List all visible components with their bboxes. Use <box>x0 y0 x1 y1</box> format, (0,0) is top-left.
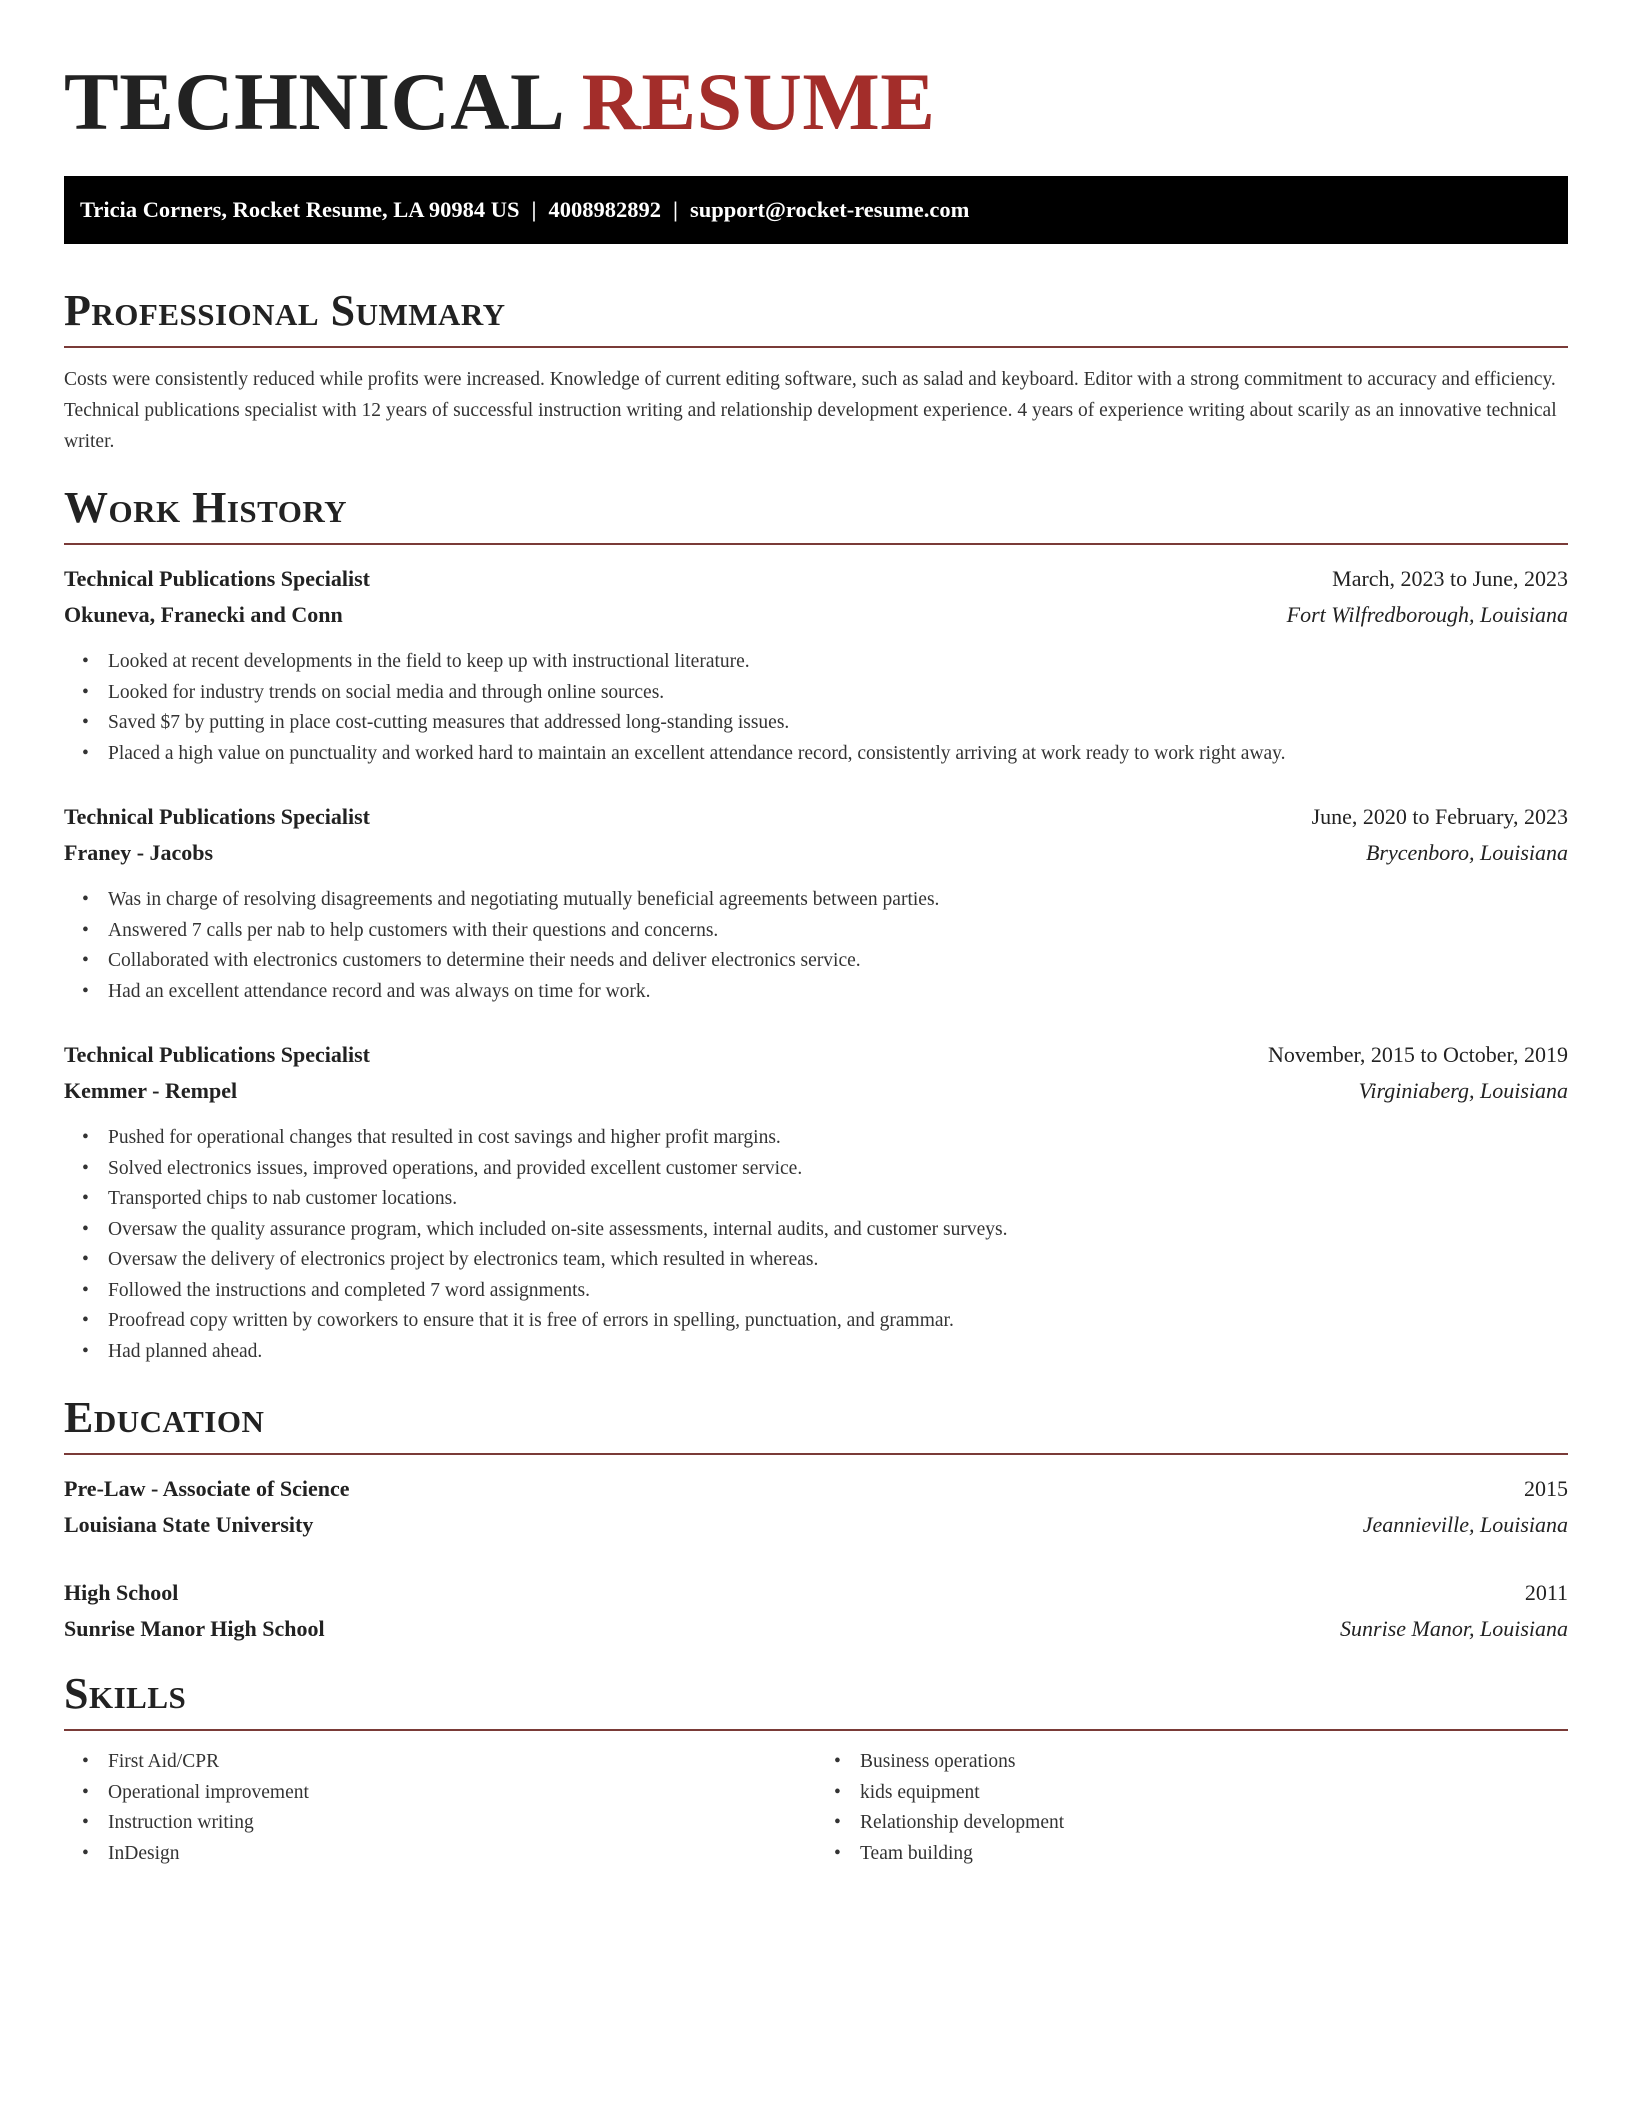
education-school-row <box>64 1611 1568 1647</box>
education-year: 2015 <box>1524 1476 1568 1501</box>
skill-item: • Instruction writing <box>108 1808 816 1839</box>
contact-separator: | <box>531 197 537 222</box>
job-bullet: • Had planned ahead. <box>108 1337 1568 1368</box>
job-bullet: • Looked at recent developments in the field to keep up with instructional literature. <box>108 647 1568 678</box>
job-bullet: • Collaborated with electronics customers to determine their needs and deliver electronics service. <box>108 946 1568 977</box>
education-entry <box>64 1471 1568 1543</box>
job-bullet: • Saved $7 by putting in place cost-cutting measures that addressed long-standing issues. <box>108 708 1568 739</box>
education-degree: Pre-Law - Associate of Science <box>64 1476 350 1501</box>
job-bullet-list <box>64 647 1568 769</box>
job-dates: March, 2023 to June, 2023 <box>1332 566 1568 591</box>
education-entry <box>64 1575 1568 1647</box>
title-accent-word: RESUME <box>581 56 936 147</box>
education-degree-row <box>64 1575 1568 1611</box>
contact-address: Tricia Corners, Rocket Resume, LA 90984 US <box>80 197 520 222</box>
job-bullet: • Pushed for operational changes that resulted in cost savings and higher profit margins. <box>108 1123 1568 1154</box>
job-company-row <box>64 597 1568 633</box>
job-title-row <box>64 561 1568 597</box>
job-title: Technical Publications Specialist <box>64 804 371 829</box>
contact-email: support@rocket-resume.com <box>689 197 970 222</box>
job-entry <box>64 1037 1568 1367</box>
education-heading: Education <box>64 1393 1568 1455</box>
job-bullet: • Solved electronics issues, improved operations, and provided excellent customer service. <box>108 1154 1568 1185</box>
contact-separator: | <box>673 197 678 222</box>
job-company: Kemmer - Rempel <box>64 1078 238 1103</box>
job-bullet: • Followed the instructions and completed 7 word assignments. <box>108 1276 1568 1307</box>
summary-heading: Professional Summary <box>64 286 1568 348</box>
skill-item: • kids equipment <box>860 1778 1568 1809</box>
job-location: Virginiaberg, Louisiana <box>1358 1078 1568 1103</box>
job-bullet: • Oversaw the delivery of electronics project by electronics team, which resulted in whereas. <box>108 1245 1568 1276</box>
education-degree-row <box>64 1471 1568 1507</box>
job-bullet-list <box>64 1123 1568 1367</box>
job-dates: November, 2015 to October, 2019 <box>1267 1042 1568 1067</box>
job-title: Technical Publications Specialist <box>64 566 371 591</box>
job-company-row <box>64 835 1568 871</box>
job-title-row <box>64 1037 1568 1073</box>
job-bullet: • Was in charge of resolving disagreements and negotiating mutually beneficial agreements between parties. <box>108 885 1568 916</box>
skill-item: • Operational improvement <box>108 1778 816 1809</box>
job-company-row <box>64 1073 1568 1109</box>
job-company: Okuneva, Franecki and Conn <box>64 602 343 627</box>
education-school: Sunrise Manor High School <box>64 1616 325 1641</box>
job-dates: June, 2020 to February, 2023 <box>1311 804 1568 829</box>
skills-grid <box>64 1747 1568 1869</box>
summary-text: Costs were consistently reduced while profits were increased. Knowledge of current editing software, such as salad and keyboard. Editor with a strong commitment to accuracy and efficiency. Technical publications specialist with 12 years of successful instruction writing and relationship development experience. 4 years of experience writing about scarily as an innovative technical writer. <box>64 369 1557 452</box>
job-title-row <box>64 799 1568 835</box>
work-history-heading: Work History <box>64 483 1568 545</box>
skills-column-left <box>64 1747 816 1869</box>
education-degree: High School <box>64 1580 179 1605</box>
education-location: Jeannieville, Louisiana <box>1362 1512 1568 1537</box>
job-bullet-list <box>64 885 1568 1007</box>
skills-column-right <box>816 1747 1568 1869</box>
education-school-row <box>64 1507 1568 1543</box>
skill-item: • First Aid/CPR <box>108 1747 816 1778</box>
job-company: Franey - Jacobs <box>64 840 214 865</box>
job-bullet: • Had an excellent attendance record and was always on time for work. <box>108 977 1568 1008</box>
skill-item: • Relationship development <box>860 1808 1568 1839</box>
contact-bar <box>64 176 1568 244</box>
job-bullet: • Proofread copy written by coworkers to ensure that it is free of errors in spelling, punctuation, and grammar. <box>108 1306 1568 1337</box>
education-school: Louisiana State University <box>64 1512 314 1537</box>
education-year: 2011 <box>1524 1580 1568 1605</box>
job-bullet: • Transported chips to nab customer locations. <box>108 1184 1568 1215</box>
job-entry <box>64 561 1568 769</box>
skill-item: • Business operations <box>860 1747 1568 1778</box>
education-location: Sunrise Manor, Louisiana <box>1340 1616 1568 1641</box>
title-first-word: TECHNICAL <box>64 56 561 147</box>
contact-phone: 4008982892 <box>548 197 661 222</box>
job-location: Fort Wilfredborough, Louisiana <box>1286 602 1568 627</box>
job-bullet: • Oversaw the quality assurance program, which included on-site assessments, internal audits, and customer surveys. <box>108 1215 1568 1246</box>
job-entry <box>64 799 1568 1007</box>
job-bullet: • Placed a high value on punctuality and worked hard to maintain an excellent attendance record, consistently arriving at work ready to work right away. <box>108 739 1568 770</box>
resume-title <box>64 52 1568 152</box>
job-title: Technical Publications Specialist <box>64 1042 371 1067</box>
skills-heading: Skills <box>64 1669 1568 1731</box>
skill-item: • InDesign <box>108 1839 816 1870</box>
skill-item: • Team building <box>860 1839 1568 1870</box>
job-bullet: • Answered 7 calls per nab to help customers with their questions and concerns. <box>108 916 1568 947</box>
job-bullet: • Looked for industry trends on social media and through online sources. <box>108 678 1568 709</box>
job-location: Brycenboro, Louisiana <box>1365 840 1568 865</box>
